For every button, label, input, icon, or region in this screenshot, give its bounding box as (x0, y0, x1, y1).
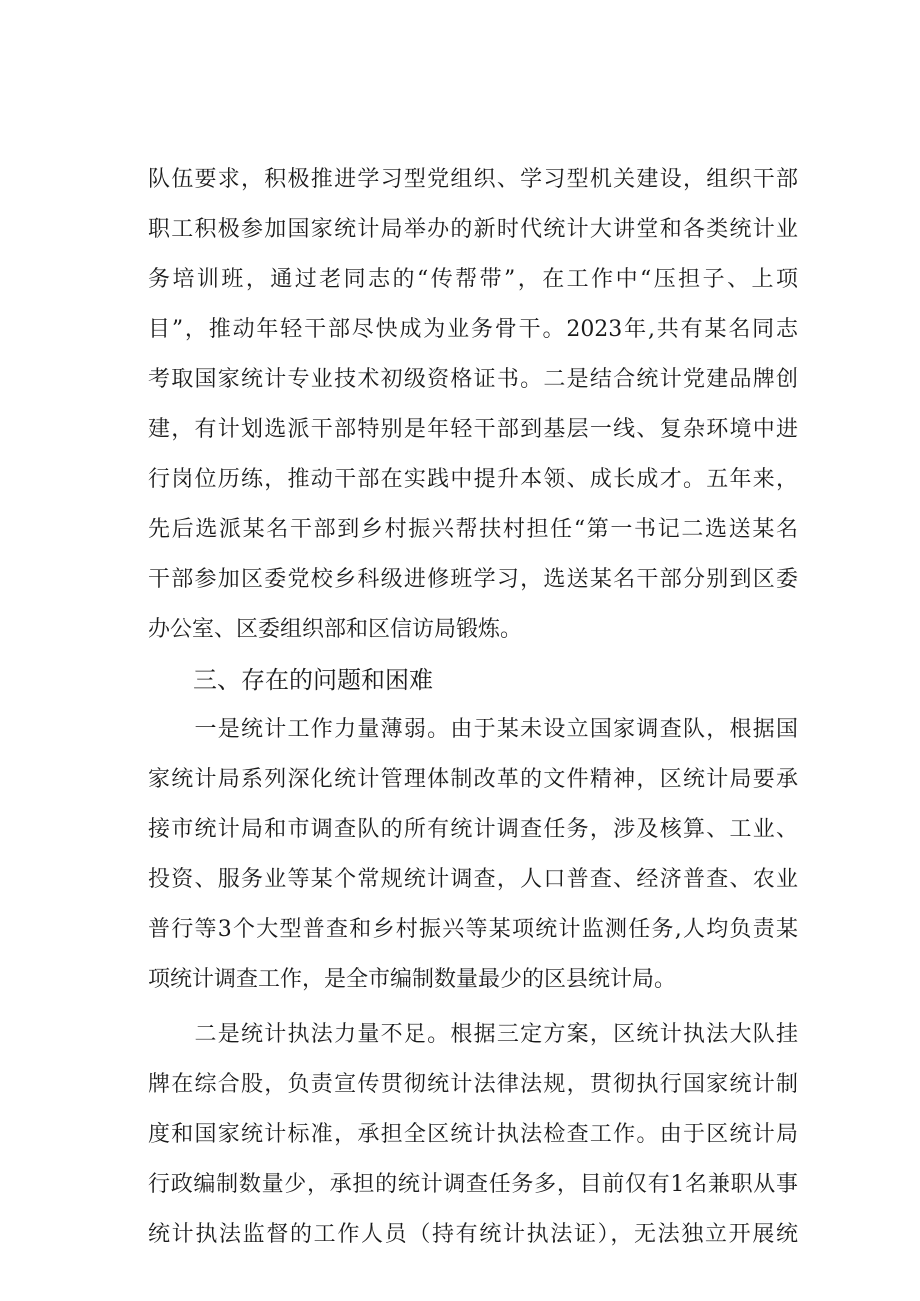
paragraph-1-line: 先后选派某名干部到乡村振兴帮扶村担任“第一书记二选送某名 (148, 517, 798, 542)
paragraph-1-line: 务培训班，通过老同志的“传帮带”，在工作中“压担子、上项 (148, 267, 798, 292)
paragraph-1-line: 行岗位历练，推动干部在实践中提升本领、成长成才。五年来， (148, 467, 798, 492)
paragraph-2-line: 普行等3个大型普查和乡村振兴等某项统计监测任务,人均负责某 (148, 917, 798, 942)
paragraph-1-line: 职工积极参加国家统计局举办的新时代统计大讲堂和各类统计业 (148, 217, 798, 242)
paragraph-2-line: 家统计局系列深化统计管理体制改革的文件精神，区统计局要承 (148, 767, 798, 792)
paragraph-3-line: 二是统计执法力量不足。根据三定方案，区统计执法大队挂 (148, 1022, 798, 1047)
paragraph-2-line: 投资、服务业等某个常规统计调查，人口普查、经济普查、农业 (148, 867, 798, 892)
paragraph-2-line: 接市统计局和市调查队的所有统计调查任务，涉及核算、工业、 (148, 817, 798, 842)
paragraph-1-line: 队伍要求，积极推进学习型党组织、学习型机关建设，组织干部 (148, 167, 798, 192)
paragraph-1-line: 目”，推动年轻干部尽快成为业务骨干。2023年,共有某名同志 (148, 317, 798, 342)
paragraph-1-line: 建，有计划选派干部特别是年轻干部到基层一线、复杂环境中进 (148, 417, 798, 442)
paragraph-1-line: 考取国家统计专业技术初级资格证书。二是结合统计党建品牌创 (148, 367, 798, 392)
paragraph-3-line: 牌在综合股，负责宣传贯彻统计法律法规，贯彻执行国家统计制 (148, 1072, 798, 1097)
paragraph-1-line: 办公室、区委组织部和区信访局锻炼。 (148, 617, 523, 642)
paragraph-3-line: 统计执法监督的工作人员（持有统计执法证），无法独立开展统 (148, 1222, 798, 1247)
paragraph-2-line: 项统计调查工作，是全市编制数量最少的区县统计局。 (148, 967, 677, 992)
paragraph-3-line: 行政编制数量少，承担的统计调查任务多，目前仅有1名兼职从事 (148, 1172, 798, 1197)
paragraph-3-line: 度和国家统计标准，承担全区统计执法检查工作。由于区统计局 (148, 1122, 798, 1147)
section-heading: 三、存在的问题和困难 (193, 666, 433, 694)
paragraph-2-line: 一是统计工作力量薄弱。由于某未设立国家调查队，根据国 (148, 717, 798, 742)
paragraph-1-line: 干部参加区委党校乡科级进修班学习，选送某名干部分别到区委 (148, 567, 798, 592)
